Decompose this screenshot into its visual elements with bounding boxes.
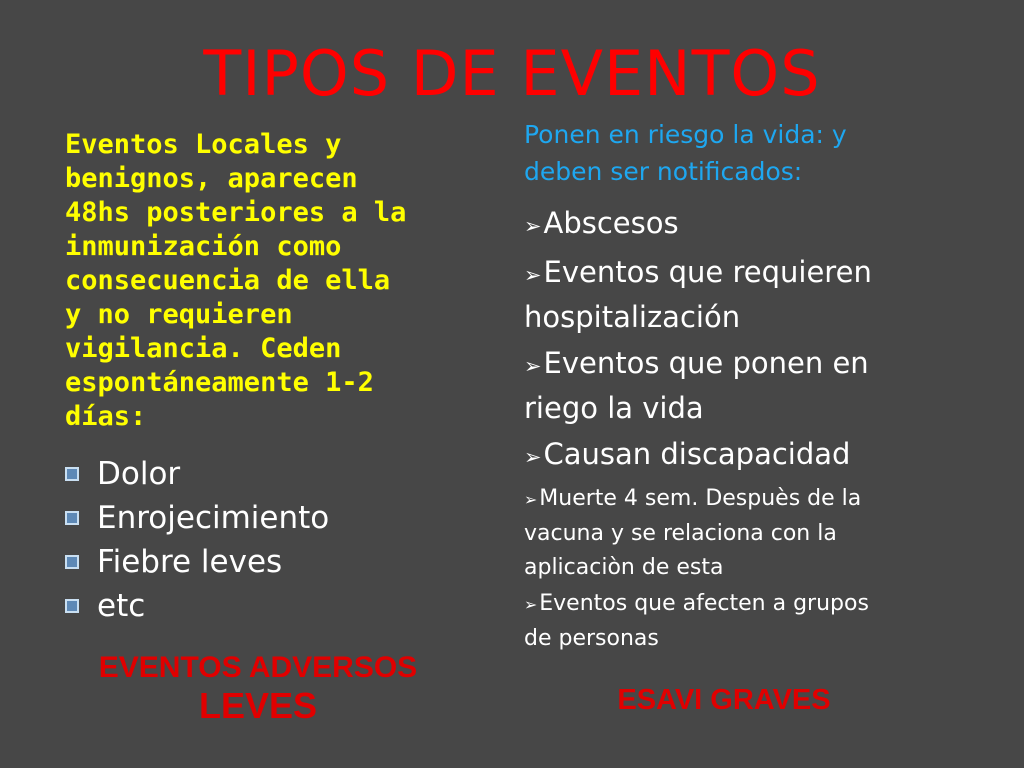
list-item-label: Fiebre leves (97, 544, 283, 580)
list-item-label: riego la vida (524, 391, 704, 425)
list-item-label: Muerte 4 sem. Despuès de la (539, 486, 862, 511)
caption-line: LEVES (198, 685, 318, 726)
arrow-bullet-icon: ➢ (524, 214, 542, 238)
list-item (524, 587, 974, 656)
left-intro-text (65, 128, 465, 434)
list-item (524, 482, 974, 585)
list-item (65, 540, 465, 584)
arrow-bullet-icon: ➢ (524, 490, 538, 509)
list-item-label: Abscesos (543, 206, 679, 240)
square-bullet-icon (65, 555, 79, 569)
left-intro-line: y no requieren (65, 299, 293, 330)
list-item (524, 433, 974, 478)
list-item-label: Causan discapacidad (543, 437, 851, 471)
left-intro-line: benignos, aparecen (65, 163, 358, 194)
list-item-label: Eventos que ponen en (543, 346, 869, 380)
right-intro-line: deben ser notificados: (524, 157, 803, 186)
list-item-label: Eventos que requieren (543, 255, 872, 289)
mild-events-caption (58, 650, 458, 726)
right-intro-line: Ponen en riesgo la vida: y (524, 120, 847, 149)
list-item-label: Dolor (97, 456, 181, 492)
list-item-label: aplicaciòn de esta (524, 555, 724, 580)
list-item (65, 584, 465, 628)
list-item (65, 496, 465, 540)
square-bullet-icon (65, 599, 79, 613)
square-bullet-icon (65, 467, 79, 481)
list-item (524, 342, 974, 429)
left-intro-line: espontáneamente 1-2 (65, 367, 374, 398)
list-item-label: hospitalización (524, 300, 741, 334)
left-intro-line: vigilancia. Ceden (65, 333, 342, 364)
left-intro-line: días: (65, 401, 147, 432)
left-intro-line: consecuencia de ella (65, 265, 391, 296)
list-item (524, 251, 974, 338)
caption-line: EVENTOS ADVERSOS (98, 651, 418, 684)
list-item (524, 202, 974, 247)
left-intro-line: 48hs posteriores a la (65, 197, 407, 228)
arrow-bullet-icon: ➢ (524, 595, 538, 614)
mild-events-list (65, 452, 465, 628)
slide-title: TIPOS DE EVENTOS (203, 37, 821, 110)
square-bullet-icon (65, 511, 79, 525)
list-item-label: vacuna y se relaciona con la (524, 521, 837, 546)
list-item-label: de personas (524, 626, 659, 651)
list-item (65, 452, 465, 496)
left-intro-line: Eventos Locales y (65, 129, 342, 160)
serious-events-list (524, 202, 974, 658)
left-intro-line: inmunización como (65, 231, 342, 262)
list-item-label: Eventos que afecten a grupos (539, 591, 869, 616)
arrow-bullet-icon: ➢ (524, 354, 542, 378)
list-item-label: Enrojecimiento (97, 500, 330, 536)
arrow-bullet-icon: ➢ (524, 263, 542, 287)
arrow-bullet-icon: ➢ (524, 445, 542, 469)
list-item-label: etc (97, 588, 146, 624)
right-intro-text (524, 116, 964, 190)
serious-events-caption: ESAVI GRAVES (617, 684, 831, 716)
